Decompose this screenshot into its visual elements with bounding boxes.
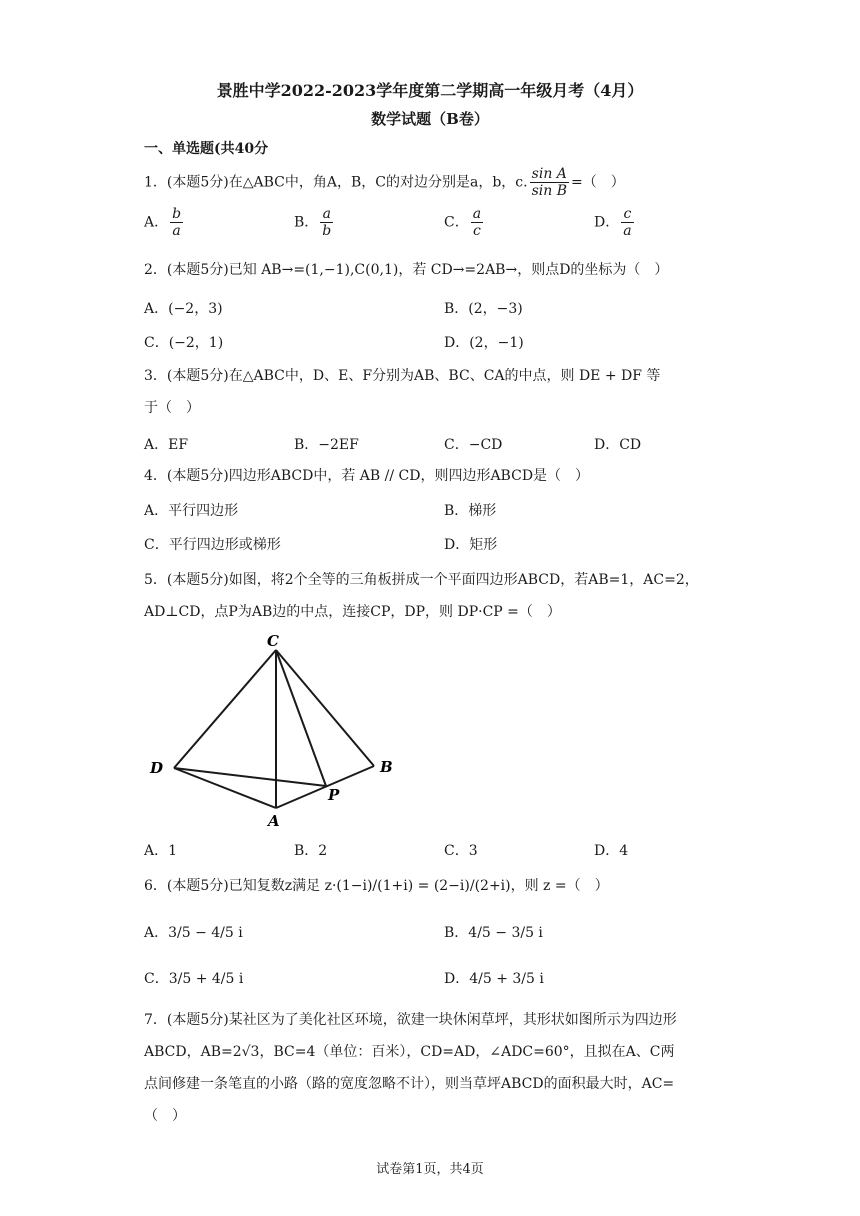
question-7-line3: 点间修建一条笔直的小路（路的宽度忽略不计），则当草坪ABCD的面积最大时，AC= [144,1076,675,1092]
q1-option-d[interactable] [594,206,636,239]
q3-option-a[interactable]: A．EF [144,437,189,453]
option-num: b [172,206,182,222]
q1-fraction [530,166,569,199]
q5-option-a[interactable]: A．1 [144,843,178,859]
edge-cb [276,650,374,766]
q3-option-b[interactable]: B．−2EF [294,437,359,453]
exam-title: 景胜中学2022-2023学年度第二学期高一年级月考（4月） [216,81,644,100]
question-3-line2: 于（ ） [144,400,200,416]
question-7-line2: ABCD，AB=2√3，BC=4（单位：百米），CD=AD，∠ADC=60°，且拟在A、C两 [144,1044,675,1060]
option-num: c [621,206,633,223]
quadrilateral-figure [140,630,420,830]
q1-fraction-den: sin B [531,183,568,199]
question-4: 4．(本题5分)四边形ABCD中，若 AB // CD，则四边形ABCD是（ ） [144,468,590,484]
q5-option-c[interactable]: C．3 [444,843,478,859]
option-den: a [172,223,181,239]
q6-option-c[interactable]: C．3/5 + 4/5 i [144,971,244,987]
label-p: P [328,786,340,804]
exam-subtitle: 数学试题（B卷） [371,110,489,128]
question-5-line1: 5．(本题5分)如图，将2个全等的三角板拼成一个平面四边形ABCD，若AB=1，AC=2， [144,572,699,588]
option-num: a [472,206,482,222]
question-2: 2．(本题5分)已知 AB→=(1,−1),C(0,1)，若 CD→=2AB→，则点D的坐标为（ ） [144,262,669,278]
q1-option-b[interactable] [294,206,335,239]
q1-stem-end: =（ ） [571,174,625,191]
page-footer: 试卷第1页，共4页 [376,1162,484,1177]
q4-option-a[interactable]: A．平行四边形 [144,503,239,519]
edge-cp [276,650,326,786]
label-a: A [268,812,280,830]
q5-option-b[interactable]: B．2 [294,843,328,859]
q5-option-d[interactable]: D．4 [594,843,629,859]
q4-option-c[interactable]: C．平行四边形或梯形 [144,537,281,553]
q6-option-b[interactable]: B．4/5 − 3/5 i [444,925,543,941]
option-num: a [320,206,333,223]
question-5-line2: AD⊥CD，点P为AB边的中点，连接CP，DP，则 DP·CP =（ ） [144,604,561,620]
option-label: D． [594,214,620,231]
q3-option-c[interactable]: C．−CD [444,437,503,453]
q2-option-d[interactable]: D．(2，−1) [444,335,524,351]
q4-option-d[interactable]: D．矩形 [444,537,498,553]
q1-option-a[interactable] [144,206,185,239]
q2-option-a[interactable]: A．(−2，3) [144,301,223,317]
option-den: b [322,223,332,239]
question-7-line4: （ ） [144,1108,186,1124]
label-b: B [380,758,393,776]
question-7-line1: 7．(本题5分)某社区为了美化社区环境，欲建一块休闲草坪，其形状如图所示为四边形 [144,1012,677,1028]
q1-fraction-num: sin A [530,166,569,183]
q2-option-b[interactable]: B．(2，−3) [444,301,523,317]
option-den: a [623,223,632,239]
option-den: c [472,223,481,239]
edge-ab [276,766,374,808]
q2-option-c[interactable]: C．(−2，1) [144,335,224,351]
option-label: C． [444,214,469,231]
edge-cd [174,650,276,768]
q1-stem: 1．(本题5分)在△ABC中，角A，B，C的对边分别是a，b，c. [144,174,528,191]
q6-option-a[interactable]: A．3/5 − 4/5 i [144,925,243,941]
section-heading: 一、单选题(共40分 [144,141,269,157]
q1-option-c[interactable] [444,206,485,239]
question-1 [144,166,724,199]
q4-option-b[interactable]: B．梯形 [444,503,497,519]
question-3-line1: 3．(本题5分)在△ABC中，D、E、F分别为AB、BC、CA的中点，则 DE + DF 等 [144,368,661,384]
option-label: B． [294,214,319,231]
option-label: A． [144,214,169,231]
q3-option-d[interactable]: D．CD [594,437,642,453]
label-c: C [267,632,279,650]
question-6: 6．(本题5分)已知复数z满足 z·(1−i)/(1+i) = (2−i)/(2+i)，则 z =（ ） [144,878,609,894]
q6-option-d[interactable]: D．4/5 + 3/5 i [444,971,544,987]
label-d: D [150,759,164,777]
